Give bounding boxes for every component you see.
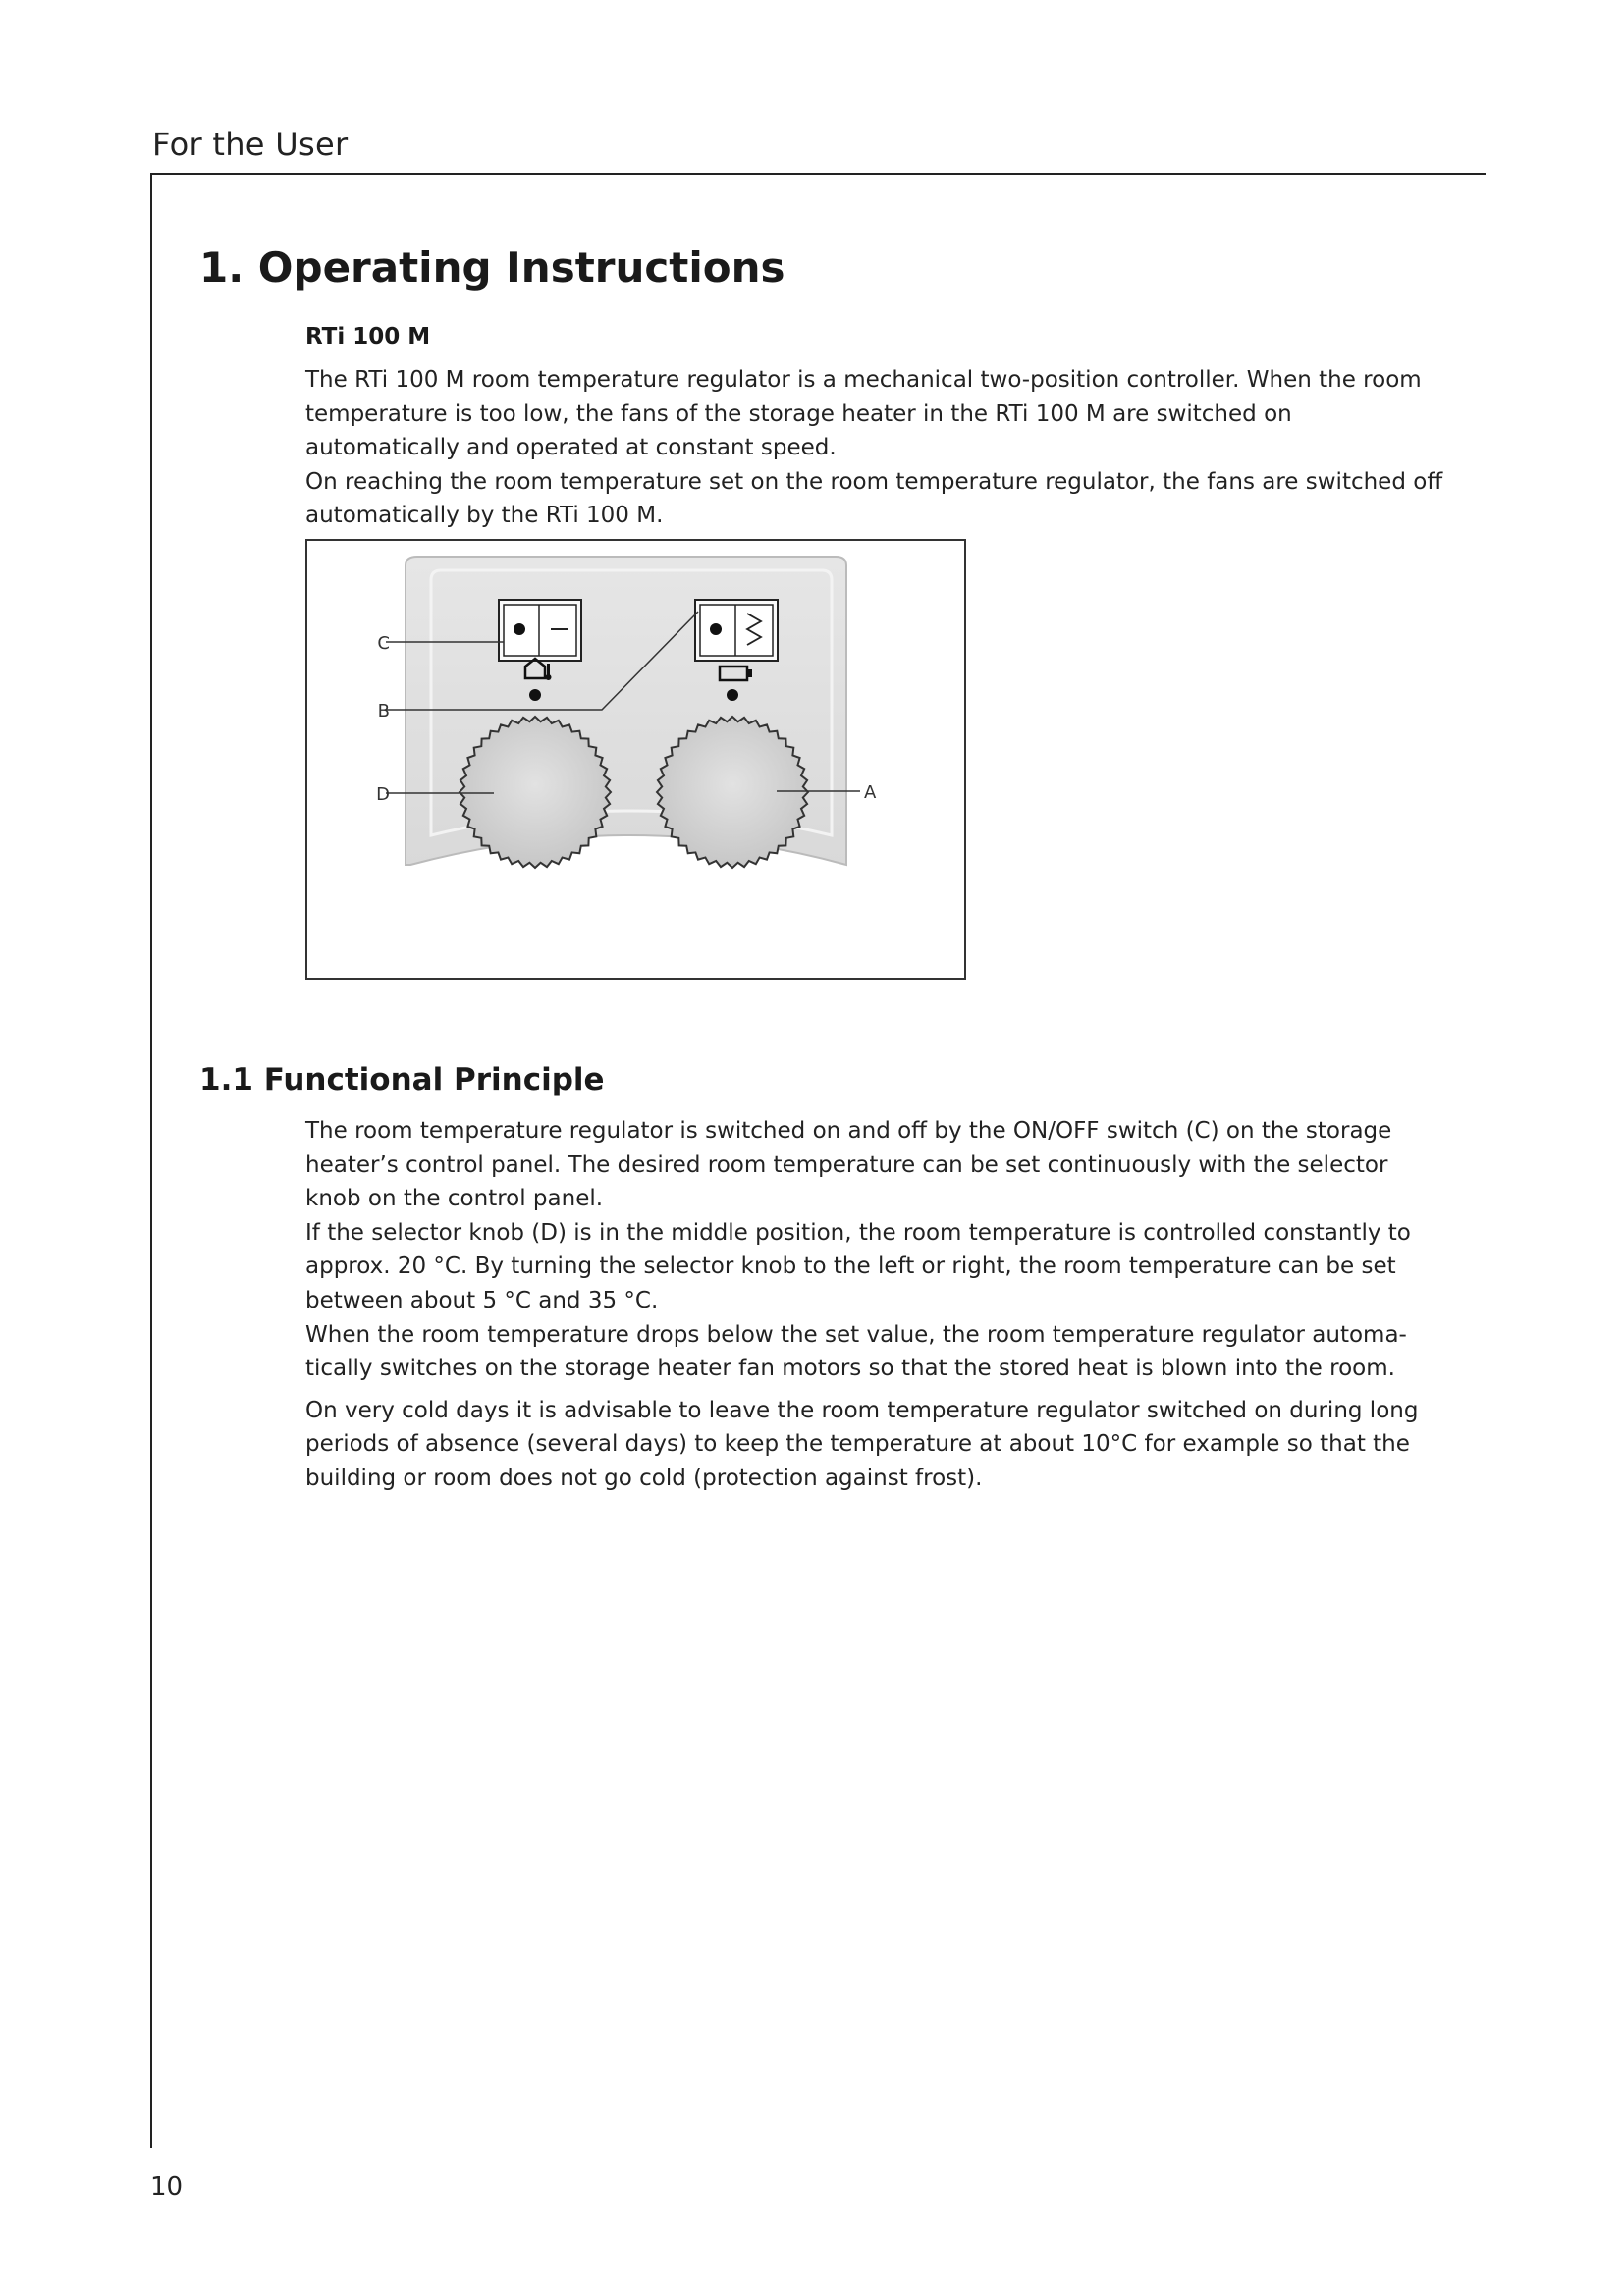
margin-rule — [150, 173, 152, 2148]
control-panel-diagram — [307, 541, 964, 978]
functional-paragraph-1: The room temperature regulator is switched on and off by the ON/OFF switch (C) on the storage heater’s control panel. The desired room temperature can be set continuously with the selector knob on the control panel. — [305, 1118, 1392, 1212]
rti-paragraph-1: The RTi 100 M room temperature regulator is a mechanical two-position controller. When the room temperature is too low, the fans of the storage heater in the RTi 100 M are switched on automatically and operated at constant speed. — [305, 367, 1422, 461]
power-switch-icon — [499, 600, 581, 661]
callout-d: D — [376, 784, 390, 805]
callout-c: C — [377, 633, 390, 654]
rti-paragraph-2: On reaching the room temperature set on the room temperature regulator, the fans are switched off automatically by the RTi 100 M. — [305, 468, 1443, 529]
control-panel-figure — [305, 539, 966, 980]
functional-paragraph-3: When the room temperature drops below the set value, the room temperature regulator automa-tically switches on the storage heater fan motors so that the stored heat is blown into the room. — [305, 1321, 1407, 1382]
page-number: 10 — [150, 2172, 184, 2202]
callout-b: B — [377, 701, 390, 721]
functional-paragraph-2: If the selector knob (D) is in the middle position, the room temperature is controlled constantly to approx. 20 °C. By turning the selector knob to the left or right, the room temperature can be set between about 5 °C and 35 °C. — [305, 1219, 1411, 1313]
callout-a: A — [864, 782, 877, 803]
page-title: 1. Operating Instructions — [199, 243, 785, 292]
header-section-label: For the User — [152, 126, 349, 163]
functional-principle-text — [305, 1114, 1444, 1496]
section-title-functional-principle: 1.1 Functional Principle — [199, 1062, 605, 1097]
fan-knob — [657, 717, 808, 868]
rti-heading: RTi 100 M — [305, 324, 431, 349]
functional-paragraph-4: On very cold days it is advisable to leave the room temperature regulator switched on during long periods of absence (several days) to keep the temperature at about 10°C for example so that the building or room does not go cold (protection against frost). — [305, 1397, 1419, 1491]
header-rule — [150, 173, 1486, 175]
fan-switch-icon — [695, 600, 778, 661]
selector-knob-icon — [460, 717, 611, 868]
rti-description — [305, 363, 1444, 533]
